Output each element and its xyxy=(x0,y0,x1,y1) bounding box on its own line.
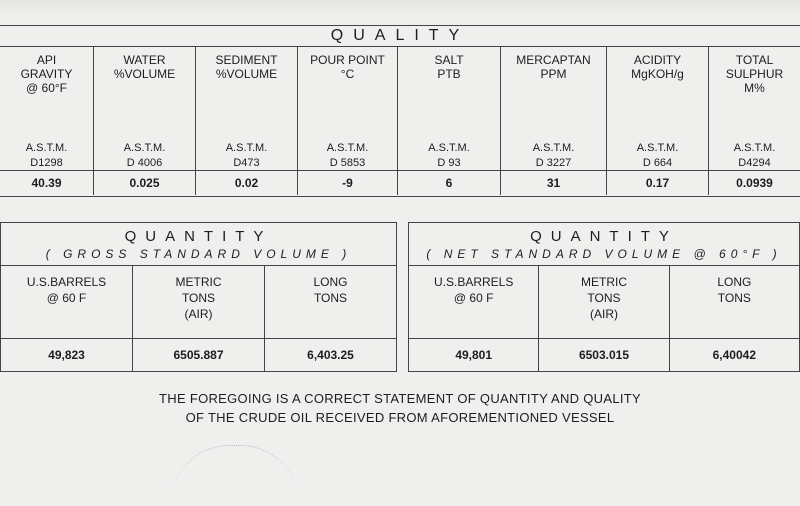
faded-header-strip xyxy=(0,0,800,14)
quality-col-acidity xyxy=(606,47,708,195)
quality-header: WATER %VOLUME xyxy=(113,53,176,81)
quality-col-api-gravity xyxy=(0,47,93,195)
gross-quantity-table xyxy=(0,222,397,372)
quality-method: A.S.T.M. D4294 xyxy=(733,142,776,169)
quality-col-salt xyxy=(397,47,500,195)
quantity-header: METRIC TONS (AIR) xyxy=(580,275,627,321)
gross-col-long-tons xyxy=(264,266,396,371)
net-quantity-title: QUANTITY xyxy=(530,228,678,245)
gross-col-metric-tons xyxy=(132,266,264,371)
quality-header: TOTAL SULPHUR M% xyxy=(725,53,784,95)
quantity-value: 49,801 xyxy=(409,338,538,371)
quantity-value: 6503.015 xyxy=(539,338,668,371)
gross-col-barrels xyxy=(1,266,132,371)
net-quantity-table xyxy=(408,222,800,372)
quality-header: ACIDITY MgKOH/g xyxy=(631,53,684,81)
quality-value: 40.39 xyxy=(0,170,93,196)
net-col-metric-tons xyxy=(538,266,668,371)
quantity-header: U.S.BARRELS @ 60 F xyxy=(433,275,514,305)
quality-value: -9 xyxy=(298,170,397,196)
quality-title: QUALITY xyxy=(0,26,800,47)
certification-statement xyxy=(0,389,800,427)
quality-header: SALT PTB xyxy=(434,53,464,81)
quantity-value: 49,823 xyxy=(1,338,132,371)
quality-header: SEDIMENT %VOLUME xyxy=(215,53,278,81)
quantity-value: 6505.887 xyxy=(133,338,264,371)
quality-header: API GRAVITY @ 60°F xyxy=(20,53,73,95)
quality-method: A.S.T.M. D1298 xyxy=(25,142,68,169)
gross-quantity-subtitle: ( GROSS STANDARD VOLUME ) xyxy=(45,247,352,261)
quantity-value: 6,40042 xyxy=(670,338,799,371)
quality-value: 6 xyxy=(398,170,500,196)
quality-value: 0.025 xyxy=(94,170,195,196)
quantity-header: U.S.BARRELS @ 60 F xyxy=(26,275,107,305)
quality-method: A.S.T.M. D 3227 xyxy=(532,142,575,169)
quality-col-total-sulphur xyxy=(708,47,800,195)
quality-value: 0.17 xyxy=(607,170,708,196)
statement-line-1: THE FOREGOING IS A CORRECT STATEMENT OF QUANTITY AND QUALITY xyxy=(159,391,641,406)
statement-line-2: OF THE CRUDE OIL RECEIVED FROM AFOREMENTIONED VESSEL xyxy=(185,410,615,425)
quality-method: A.S.T.M. D 5853 xyxy=(326,142,369,169)
quality-value: 0.02 xyxy=(196,170,297,196)
quality-col-mercaptan xyxy=(500,47,606,195)
quality-method: A.S.T.M. D 664 xyxy=(636,142,679,169)
quantity-value: 6,403.25 xyxy=(265,338,396,371)
net-col-long-tons xyxy=(669,266,799,371)
stamp-mark xyxy=(170,445,300,506)
quality-method: A.S.T.M. D473 xyxy=(225,142,268,169)
quality-col-pour-point xyxy=(297,47,397,195)
quality-value: 0.0939 xyxy=(709,170,800,196)
gross-quantity-columns xyxy=(1,265,396,371)
quality-header: MERCAPTAN PPM xyxy=(516,53,591,81)
net-col-barrels xyxy=(409,266,538,371)
quality-columns xyxy=(0,47,800,195)
net-quantity-columns xyxy=(409,265,799,371)
quality-header: POUR POINT °C xyxy=(310,53,385,81)
quality-table xyxy=(0,25,800,197)
quantity-header: LONG TONS xyxy=(313,275,348,305)
gross-quantity-title: QUANTITY xyxy=(124,228,273,245)
quality-method: A.S.T.M. D 93 xyxy=(428,142,470,169)
quality-col-sediment xyxy=(195,47,297,195)
quality-method: A.S.T.M. D 4006 xyxy=(123,142,166,169)
quality-col-water xyxy=(93,47,195,195)
net-quantity-subtitle: ( NET STANDARD VOLUME @ 60°F ) xyxy=(426,247,782,261)
quality-value: 31 xyxy=(501,170,606,196)
quantity-header: METRIC TONS (AIR) xyxy=(175,275,222,321)
quantity-header: LONG TONS xyxy=(717,275,752,305)
